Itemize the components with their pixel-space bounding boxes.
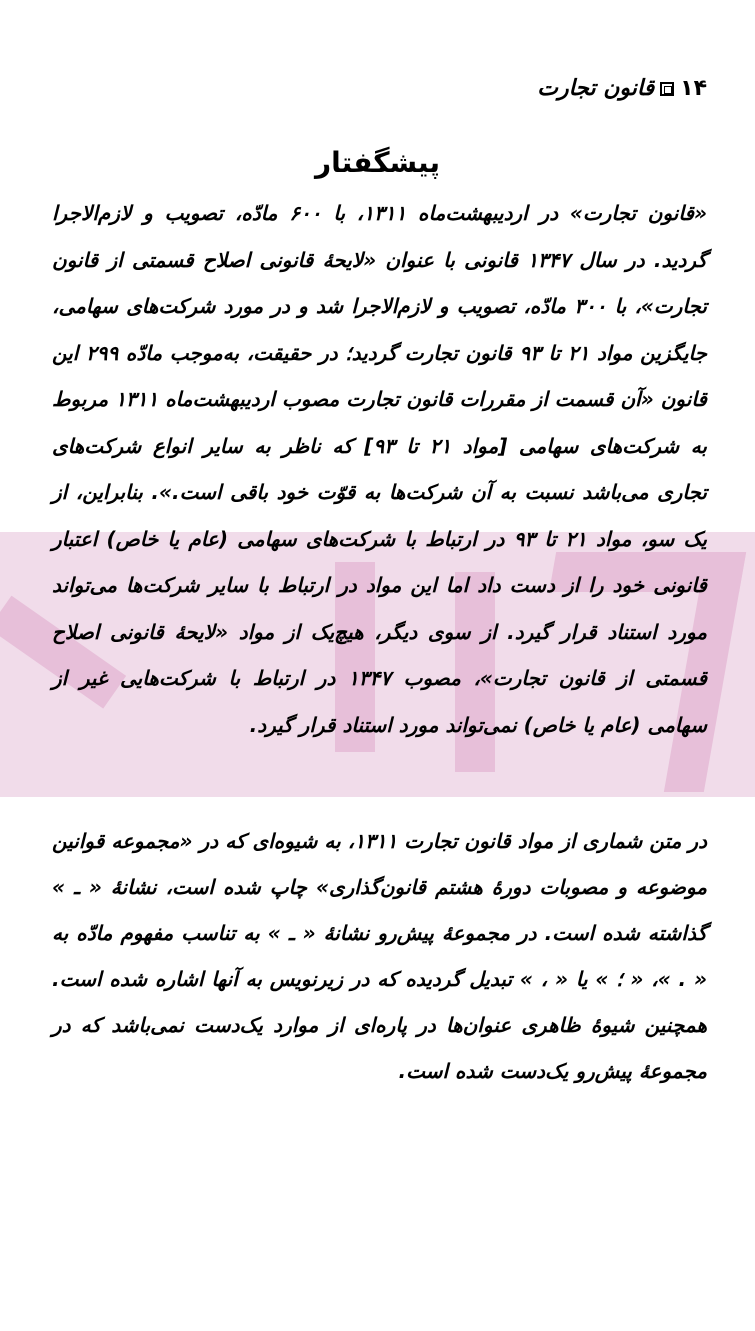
book-icon (660, 82, 674, 96)
page-number: ۱۴ (680, 76, 707, 101)
book-title: قانون تجارت (537, 76, 655, 101)
paragraph: در متن شماری از مواد قانون تجارت ۱۳۱۱، به شیوه‌ای که در «مجموعه قوانین موضوعه و مصوبات دورهٔ هشتم قانون‌گذاری» چاپ شده است، نشانهٔ « ـ » گذاشته شده است. در مجموعهٔ پیش‌رو نشانهٔ « ـ » به تناسب مفهوم مادّه به « . »، « ؛ » یا « ، » تبدیل گردیده که در زیرنویس به آنها اشاره شده است. همچنین شیوهٔ ظاهری عنوان‌ها در پاره‌ای از موارد یک‌دست نمی‌باشد که در مجموعهٔ پیش‌رو یک‌دست شده است. (52, 829, 707, 1083)
page-title: پیشگفتار (315, 146, 440, 179)
paragraph: «قانون تجارت» در اردیبهشت‌ماه ۱۳۱۱، با ۶۰۰ مادّه، تصویب و لازم‌الاجرا گردید. در سال ۱۳۴۷ قانونی با عنوان «لایحهٔ قانونی اصلاح قسمتی از قانون تجارت»، با ۳۰۰ مادّه، تصویب و لازم‌الاجرا شد و در مورد شرکت‌های سهامی، جایگزین مواد ۲۱ تا ۹۳ قانون تجارت گردید؛ در حقیقت، به‌موجب مادّه ۲۹۹ این قانون «آن قسمت از مقررات قانون تجارت مصوب اردیبهشت‌ماه ۱۳۱۱ مربوط به شرکت‌های سهامی [مواد ۲۱ تا ۹۳] که ناظر به سایر انواع شرکت‌های تجاری می‌باشد نسبت به آن شرکت‌ها به قوّت خود باقی است.». بنابراین، از یک سو، مواد ۲۱ تا ۹۳ در ارتباط با شرکت‌های سهامی (عام یا خاص) اعتبار قانونی خود را از دست داد اما این مواد در ارتباط با سایر شرکت‌ها می‌تواند مورد استناد قرار گیرد. از سوی دیگر، هیچ‌یک از مواد «لایحهٔ قانونی اصلاح قسمتی از قانون تجارت»، مصوب ۱۳۴۷ در ارتباط با شرکت‌هایی غیر از سهامی (عام یا خاص) نمی‌تواند مورد استناد قرار گیرد. (52, 201, 708, 737)
running-head (537, 76, 707, 101)
